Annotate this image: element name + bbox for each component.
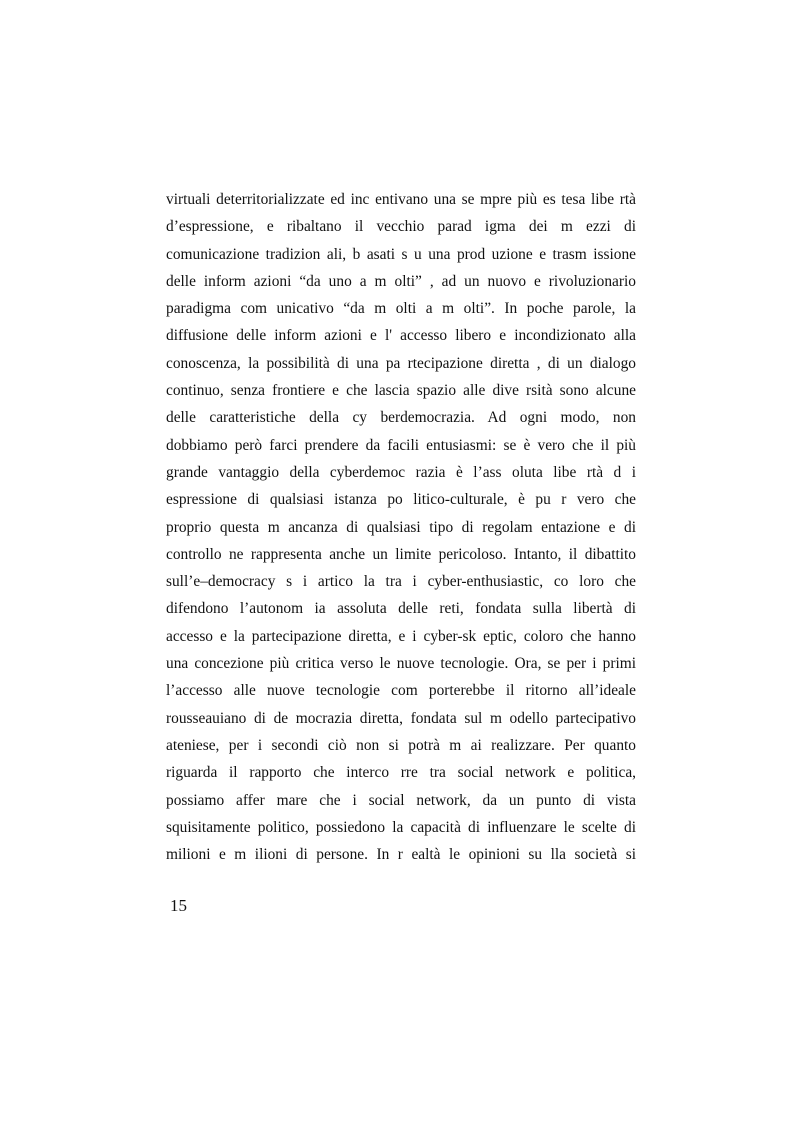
text-line: comunicazione tradizion ali, b asati s u una prod uzione e trasm issione	[166, 245, 636, 263]
text-line: sull’e–democracy s i artico la tra i cyber-enthusiastic, co loro che	[166, 573, 636, 591]
text-line: d’espressione, e ribaltano il vecchio parad igma dei m ezzi di	[166, 218, 636, 236]
text-line: una concezione più critica verso le nuove tecnologie. Ora, se per i primi	[166, 655, 636, 673]
text-line: ateniese, per i secondi ciò non si potrà m ai realizzare. Per quanto	[166, 736, 636, 754]
text-line: milioni e m ilioni di persone. In r ealtà le opinioni su lla società si	[166, 846, 636, 864]
text-line: espressione di qualsiasi istanza po litico-culturale, è pu r vero che	[166, 491, 636, 509]
text-line: squisitamente politico, possiedono la capacità di influenzare le scelte di	[166, 818, 636, 836]
text-line: delle caratteristiche della cy berdemocrazia. Ad ogni modo, non	[166, 409, 636, 427]
text-line: riguarda il rapporto che interco rre tra social network e politica,	[166, 764, 636, 782]
text-line: dobbiamo però farci prendere da facili entusiasmi: se è vero che il più	[166, 436, 636, 454]
text-line: virtuali deterritorializzate ed inc entivano una se mpre più es tesa libe rtà	[166, 191, 636, 208]
page-number: 15	[170, 896, 187, 915]
text-line: controllo ne rappresenta anche un limite pericoloso. Intanto, il dibattito	[166, 545, 636, 563]
text-line: paradigma com unicativo “da m olti a m olti”. In poche parole, la	[166, 300, 636, 318]
text-line: proprio questa m ancanza di qualsiasi tipo di regolam entazione e di	[166, 518, 636, 536]
text-line: possiamo affer mare che i social network, da un punto di vista	[166, 791, 636, 809]
body-text	[166, 186, 636, 868]
text-line: delle inform azioni “da uno a m olti” , ad un nuovo e rivoluzionario	[166, 272, 636, 290]
text-line: difendono l’autonom ia assoluta delle reti, fondata sulla libertà di	[166, 600, 636, 618]
text-line: rousseauiano di de mocrazia diretta, fondata sul m odello partecipativo	[166, 709, 636, 727]
text-line: accesso e la partecipazione diretta, e i cyber-sk eptic, coloro che hanno	[166, 627, 636, 645]
text-line: conoscenza, la possibilità di una pa rtecipazione diretta , di un dialogo	[166, 354, 636, 372]
text-line: grande vantaggio della cyberdemoc razia è l’ass oluta libe rtà d i	[166, 463, 636, 481]
text-line: continuo, senza frontiere e che lascia spazio alle dive rsità sono alcune	[166, 382, 636, 400]
text-line: l’accesso alle nuove tecnologie com porterebbe il ritorno all’ideale	[166, 682, 636, 700]
text-line: diffusione delle inform azioni e l' accesso libero e incondizionato alla	[166, 327, 636, 345]
